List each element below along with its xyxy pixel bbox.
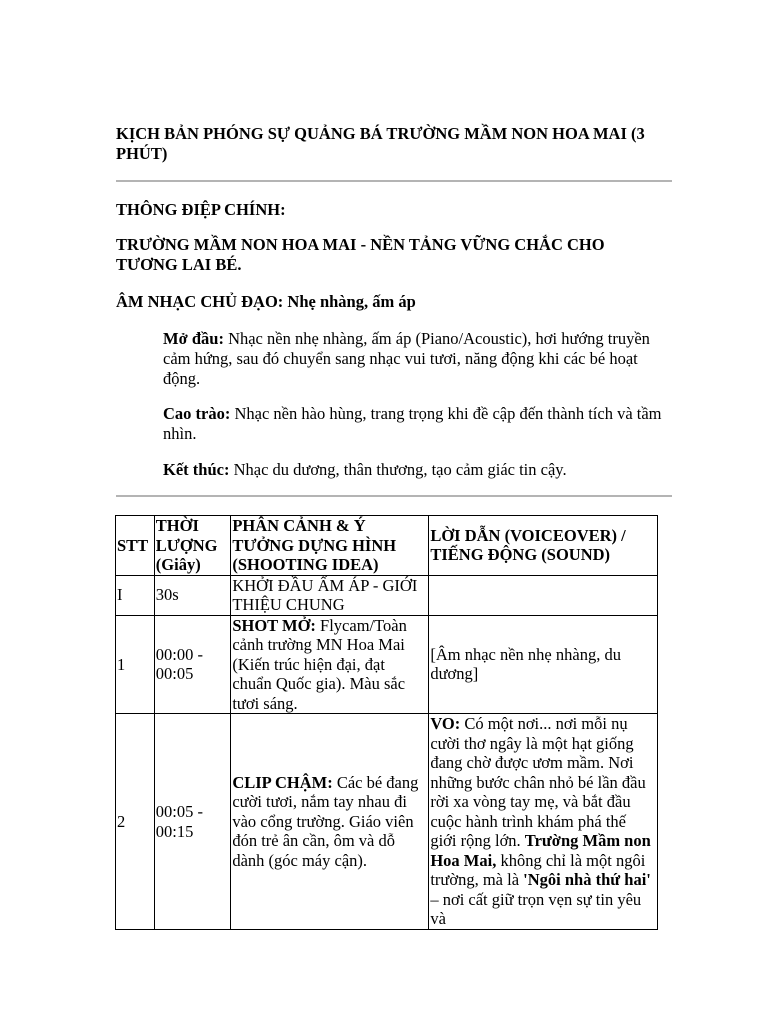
table-row <box>116 714 658 930</box>
row-stt: 1 <box>116 615 155 714</box>
music-ending-label: Kết thúc: <box>163 460 230 479</box>
header-voiceover: LỜI DẪN (VOICEOVER) / TIẾNG ĐỘNG (SOUND) <box>429 516 658 576</box>
document-title: KỊCH BẢN PHÓNG SỰ QUẢNG BÁ TRƯỜNG MẦM NON HOA MAI (3 PHÚT) <box>116 124 645 163</box>
scene-text: Flycam/Toàn cảnh trường MN Hoa Mai (Kiến trúc hiện đại, đạt chuẩn Quốc gia). Màu sắc tươi sáng. <box>232 615 407 713</box>
music-ending <box>163 460 663 480</box>
script-table <box>115 515 658 930</box>
vo-second-home: 'Ngôi nhà thứ hai' <box>523 870 651 890</box>
row-duration: 00:05 - 00:15 <box>154 714 231 930</box>
divider <box>116 180 672 182</box>
music-ending-text: Nhạc du dương, thân thương, tạo cảm giác tin cậy. <box>229 460 567 479</box>
music-opening-text: Nhạc nền nhẹ nhàng, ấm áp (Piano/Acoustic), hơi hướng truyền cảm hứng, sau đó chuyển sang nhạc vui tươi, năng động khi các bé hoạt động. <box>163 329 650 388</box>
row-sound: [Âm nhạc nền nhẹ nhàng, du dương] <box>429 615 658 714</box>
table-row <box>116 615 658 714</box>
row-scene <box>231 714 429 930</box>
scene-label: CLIP CHẬM: <box>232 772 333 792</box>
vo-text: – nơi cất giữ trọn vẹn sự tin yêu và <box>430 889 642 929</box>
vo-text: Có một nơi... nơi mỗi nụ cười thơ ngây là một hạt giống đang chờ được ươm mầm. Nơi những bước chân nhỏ bé lần đầu rời xa vòng tay mẹ, và bắt đầu cuộc hành trình khám phá thế giới rộng lớn. <box>430 714 646 851</box>
scene-label: SHOT MỞ: <box>232 615 316 635</box>
music-opening <box>163 329 663 389</box>
music-opening-label: Mở đầu: <box>163 329 224 348</box>
key-message-heading: THÔNG ĐIỆP CHÍNH: <box>116 200 286 219</box>
vo-text: không chỉ là một ngôi trường, mà là <box>430 850 646 890</box>
vo-label: VO: <box>430 714 461 734</box>
key-message: TRƯỜNG MẦM NON HOA MAI - NỀN TẢNG VỮNG CHẮC CHO TƯƠNG LAI BÉ. <box>116 235 605 274</box>
row-scene <box>231 615 429 714</box>
section-sound <box>429 575 658 615</box>
scene-text: Các bé đang cười tươi, nắm tay nhau đi vào cổng trường. Giáo viên đón trẻ ân cần, ôm và dỗ dành (góc máy cận). <box>232 772 419 870</box>
table-header-row <box>116 516 658 576</box>
header-scene: PHÂN CẢNH & Ý TƯỞNG DỰNG HÌNH (SHOOTING IDEA) <box>231 516 429 576</box>
section-duration: 30s <box>154 575 231 615</box>
header-stt: STT <box>116 516 155 576</box>
vo-school-name: Trường Mầm non Hoa Mai, <box>430 831 651 870</box>
table-section-row <box>116 575 658 615</box>
row-stt: 2 <box>116 714 155 930</box>
music-heading: ÂM NHẠC CHỦ ĐẠO: Nhẹ nhàng, ấm áp <box>116 292 416 311</box>
divider <box>116 495 672 497</box>
section-stt: I <box>116 575 155 615</box>
music-climax <box>163 404 663 444</box>
row-duration: 00:00 - 00:05 <box>154 615 231 714</box>
music-climax-label: Cao trào: <box>163 404 231 423</box>
music-climax-text: Nhạc nền hào hùng, trang trọng khi đề cập đến thành tích và tầm nhìn. <box>163 404 662 443</box>
header-duration: THỜI LƯỢNG (Giây) <box>154 516 231 576</box>
row-voiceover <box>429 714 658 930</box>
section-title: KHỞI ĐẦU ẤM ÁP - GIỚI THIỆU CHUNG <box>231 575 429 615</box>
